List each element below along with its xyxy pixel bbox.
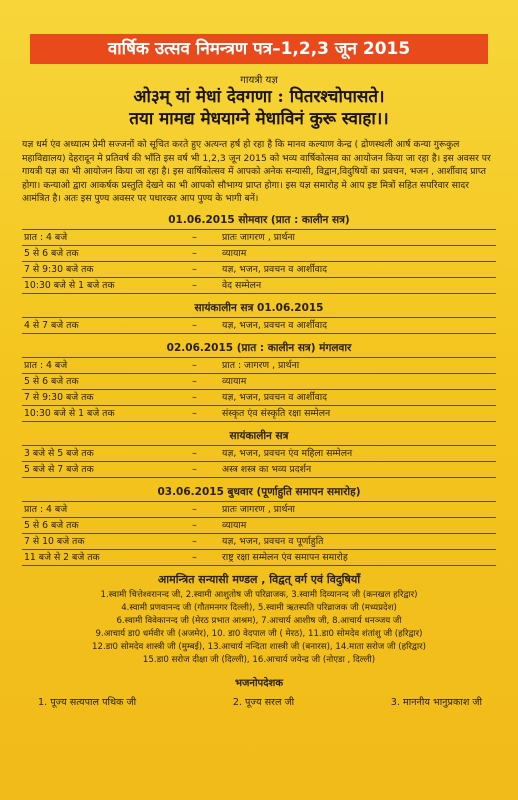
row-event: व्यायाम	[222, 519, 247, 531]
row-dash: –	[192, 231, 197, 243]
row-dash: –	[192, 375, 197, 387]
schedule	[22, 213, 496, 566]
guests-list	[22, 589, 496, 667]
section-heading: सायंकालीन सत्र 01.06.2015	[194, 301, 324, 314]
row-event: व्यायाम	[222, 375, 247, 387]
row-time: 7 से 9:30 बजे तक	[24, 263, 94, 275]
row-event: प्रातः जागरण , प्रार्थना	[222, 503, 295, 515]
guests-line: 12.डा0 सोमदेव शास्त्री जी (मुम्बई), 13.आचार्य नन्दिता शास्त्री जी (बनारस), 14.माता सरोज जी (हरिद्वार)	[92, 641, 426, 652]
schedule-row	[22, 246, 496, 261]
schedule-row	[22, 390, 496, 405]
row-event: यज्ञ, भजन, प्रवचन व आर्शीवाद	[222, 391, 328, 403]
bhajan-list	[22, 695, 496, 708]
guests-line: 4.स्वामी प्रणवानन्द जी (गौतमनगर दिल्ली), 5.स्वामी ऋतस्पति परिव्राजक जी (मध्यप्रदेश)	[121, 602, 397, 613]
row-event: यज्ञ, भजन, प्रवचन व पूर्णाहुति	[222, 535, 324, 547]
row-dash: –	[192, 359, 197, 371]
schedule-row	[22, 446, 496, 461]
row-dash: –	[192, 247, 197, 259]
row-time: 5 से 6 बजे तक	[24, 247, 79, 259]
mantra-line-1: ओ३म् यां मेधां देवगणा : पितरश्चोपासते।	[133, 87, 385, 107]
divider	[22, 421, 496, 422]
row-event: राष्ट्र रक्षा सम्मेलन एंव समापन समारोह	[222, 551, 348, 563]
row-event: यज्ञ, भजन, प्रवचन व आर्शीवाद	[222, 263, 328, 275]
guests-line: 6.स्वामी विवेकानन्द जी (मेरठ प्रभात आश्रम), 7.आचार्य आशीष जी, 8.आचार्य धनञ्जय जी	[116, 615, 402, 626]
row-time: 10:30 बजे से 1 बजे तक	[24, 407, 115, 419]
row-dash: –	[192, 535, 197, 547]
row-time: 5 बजे से 7 बजे तक	[24, 463, 94, 475]
divider	[22, 333, 496, 334]
row-dash: –	[192, 407, 197, 419]
row-dash: –	[192, 391, 197, 403]
divider	[22, 293, 496, 294]
guests-line: 15.डा0 सरोज दीक्षा जी (दिल्ली), 16.आचार्य जयेन्द्र जी (नोएडा , दिल्ली)	[142, 654, 376, 665]
row-time: 10:30 बजे से 1 बजे तक	[24, 279, 115, 291]
intro-paragraph: यज्ञ धर्म एंव अध्यात्म प्रेमी सज्जनों को सूचित करते हुए अत्यन्त हर्ष हो रहा है कि मानव कल्याण केन्द्र ( द्रोणस्थली आर्ष कन्या गुरूकुल महाविद्यालय) देहरादून मे प्रतिवर्ष की भाँति इस वर्ष भी 1,2,3 जून 2015 को भव्य वार्षिकोत्सव का आयोजन किया जा रहा है। इस अवसर पर गायत्री यज्ञ का भी आयोजन किया जा रहा है। इस वार्षिकोत्सव में आपको अनेक सन्यासी, विद्वान,विदुषियों का प्रवचन, भजन , आर्शीवाद प्राप्त होगा। कन्याओ द्वारा आकर्षक प्रस्तुति देखने का भी आपको सौभाग्य प्राप्त होगा। इस यज्ञ समारोह मे आप इष्ट मित्रों सहित सपरिवार सादर आमंत्रित है। अतः इस पुण्य अवसर पर पधारकर आप पुण्य के भागी बनें।	[22, 139, 491, 205]
guests-heading: आमन्त्रित सन्यासी मण्डल , विद्वत् वर्ग एवं विदुषियाँ	[157, 572, 361, 586]
schedule-row	[22, 374, 496, 389]
row-event: यज्ञ, भजन, प्रवचन व आर्शीवाद	[222, 319, 328, 331]
row-time: 3 बजे से 5 बजे तक	[24, 447, 94, 459]
row-time: 5 से 6 बजे तक	[24, 375, 79, 387]
schedule-row	[22, 358, 496, 373]
row-time: प्रात : 4 बजे	[24, 231, 68, 243]
row-dash: –	[192, 319, 197, 331]
row-event: प्रातः जागरण , प्रार्थना	[222, 231, 295, 243]
schedule-row	[22, 462, 496, 477]
bhajan-singer: 3. माननीय भानुप्रकाश जी	[390, 696, 482, 708]
row-time: प्रात : 4 बजे	[24, 359, 68, 371]
schedule-row	[22, 502, 496, 517]
mantra	[22, 86, 496, 130]
schedule-row	[22, 230, 496, 245]
schedule-row	[22, 518, 496, 533]
schedule-row	[22, 534, 496, 549]
bhajan-singer: 2. पूज्य सरल जी	[232, 696, 295, 708]
mantra-line-2: तया मामद्य मेधयाग्ने मेधाविनं कुरू स्वाहा।।	[129, 109, 389, 129]
subtitle: गायत्री यज्ञ	[240, 75, 278, 86]
section-heading: 02.06.2015 (प्रात : कालीन सत्र) मंगलवार	[166, 341, 352, 354]
section-heading: सायंकालीन सत्र	[229, 429, 289, 442]
row-time: 7 से 9:30 बजे तक	[24, 391, 94, 403]
row-dash: –	[192, 519, 197, 531]
bhajan-singer: 1. पूज्य सत्यपाल पथिक जी	[38, 696, 137, 708]
schedule-row	[22, 278, 496, 293]
row-dash: –	[192, 463, 197, 475]
row-time: 5 से 6 बजे तक	[24, 519, 79, 531]
row-event: यज्ञ, भजन, प्रवचन एंव महिला सम्मेलन	[222, 447, 353, 459]
row-dash: –	[192, 551, 197, 563]
schedule-row	[22, 318, 496, 333]
guests-line: 9.आचार्य डा0 धर्मवीर जी (अजमेर), 10. डा0 वेदपाल जी ( मेरठ), 11.डा0 सोमदेव शंतांशु जी (हरिद्वार)	[95, 628, 423, 639]
row-dash: –	[192, 447, 197, 459]
schedule-row	[22, 406, 496, 421]
bhajan-heading: भजनोपदेशक	[234, 677, 284, 689]
row-event: अस्त्र शस्त्र का भव्य प्रदर्शन	[222, 463, 312, 475]
divider	[22, 565, 496, 566]
schedule-row	[22, 550, 496, 565]
row-dash: –	[192, 263, 197, 275]
section-heading: 03.06.2015 बुधवार (पूर्णाहुति समापन समारोह)	[157, 485, 361, 498]
row-time: 7 से 10 बजे तक	[24, 535, 85, 547]
row-dash: –	[192, 503, 197, 515]
row-time: प्रात : 4 बजे	[24, 503, 68, 515]
divider	[22, 477, 496, 478]
row-event: प्रात : जागरण , प्रार्थना	[222, 359, 300, 371]
row-event: संस्कृत एंव संस्कृति रक्षा सम्मेलन	[222, 407, 331, 419]
row-time: 4 से 7 बजे तक	[24, 319, 79, 331]
row-event: वेद सम्मेलन	[222, 279, 262, 291]
title-banner: वार्षिक उत्सव निमन्त्रण पत्र–1,2,3 जून 2015	[30, 34, 488, 64]
section-heading: 01.06.2015 सोमवार (प्रात : कालीन सत्र)	[168, 213, 350, 226]
guests-line: 1.स्वामी चित्तेश्वरानन्द जी, 2.स्वामी आशुतोष जी परिव्राजक, 3.स्वामी दिव्यानन्द जी (कनखल हरिद्वार)	[100, 589, 418, 600]
row-dash: –	[192, 279, 197, 291]
schedule-row	[22, 262, 496, 277]
row-event: व्यायाम	[222, 247, 247, 259]
row-time: 11 बजे से 2 बजे तक	[24, 551, 100, 563]
